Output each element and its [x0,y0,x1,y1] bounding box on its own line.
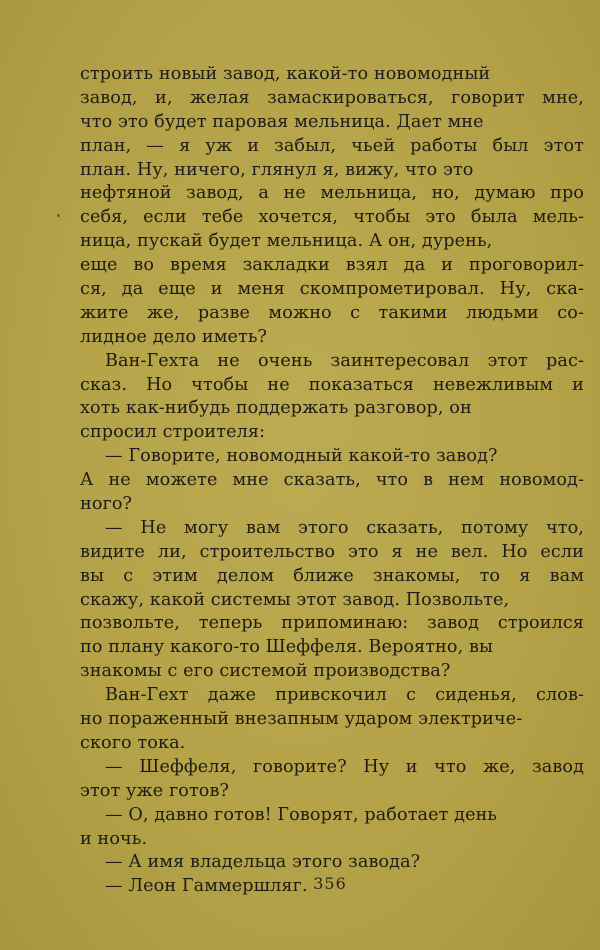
text-line: Ван-Гехта не очень заинтересовал этот рас- [105,350,584,371]
text-line: — Шеффеля, говорите? Ну и что же, завод [105,756,584,777]
text-line: по плану какого-то Шеффеля. Вероятно, вы [80,637,494,658]
text-line: завод, и, желая замаскироваться, говорит мне, [80,87,584,108]
page-text [80,63,584,899]
text-line: знакомы с его системой производства? [80,661,451,682]
text-line: вы с этим делом ближе знакомы, то я вам [80,565,584,586]
text-line: ся, да еще и меня скомпрометировал. Ну, ска- [80,279,584,300]
text-line: Ван-Гехт даже привскочил с сиденья, слов- [105,685,584,706]
page-number: 356 [313,874,347,893]
text-line: этот уже готов? [80,780,230,801]
text-line: и ночь. [80,828,148,849]
text-line: жите же, разве можно с такими людьми со- [80,302,584,323]
text-line: ница, пускай будет мельница. А он, дурень, [80,231,493,252]
text-line: что это будет паровая мельница. Дает мне [80,111,484,132]
text-line: — Говорите, новомодный какой-то завод? [105,446,498,467]
text-line: план. Ну, ничего, глянул я, вижу, что это [80,159,474,180]
text-line: ного? [80,494,133,515]
text-line: А не можете мне сказать, что в нем новомод- [80,470,584,491]
text-line: нефтяной завод, а не мельница, но, думаю про [80,183,584,204]
text-line: — Леон Гаммершляг. [105,876,308,897]
text-line: но пораженный внезапным ударом электриче- [80,709,523,730]
text-line: еще во время закладки взял да и проговорил- [80,255,584,276]
text-line: — О, давно готов! Говорят, работает день [105,804,498,825]
paper-speck [57,214,60,217]
text-line: себя, если тебе хочется, чтобы это была мель- [80,207,584,228]
text-line: скажу, какой системы этот завод. Позвольте, [80,589,510,610]
text-line: строить новый завод, какой-то новомодный [80,64,491,84]
text-line: позвольте, теперь припоминаю: завод строился [80,613,584,634]
text-line: лидное дело иметь? [80,326,268,347]
text-line: хоть как-нибудь поддержать разговор, он [80,398,472,419]
text-line: ского тока. [80,732,186,753]
text-line: — Не могу вам этого сказать, потому что, [105,517,584,538]
text-line: сказ. Но чтобы не показаться невежливым и [80,374,584,395]
text-line: план, — я уж и забыл, чьей работы был этот [80,135,584,156]
text-line: — А имя владельца этого завода? [105,852,421,873]
text-line: видите ли, строительство это я не вел. Но если [80,541,584,562]
text-line: спросил строителя: [80,422,266,443]
